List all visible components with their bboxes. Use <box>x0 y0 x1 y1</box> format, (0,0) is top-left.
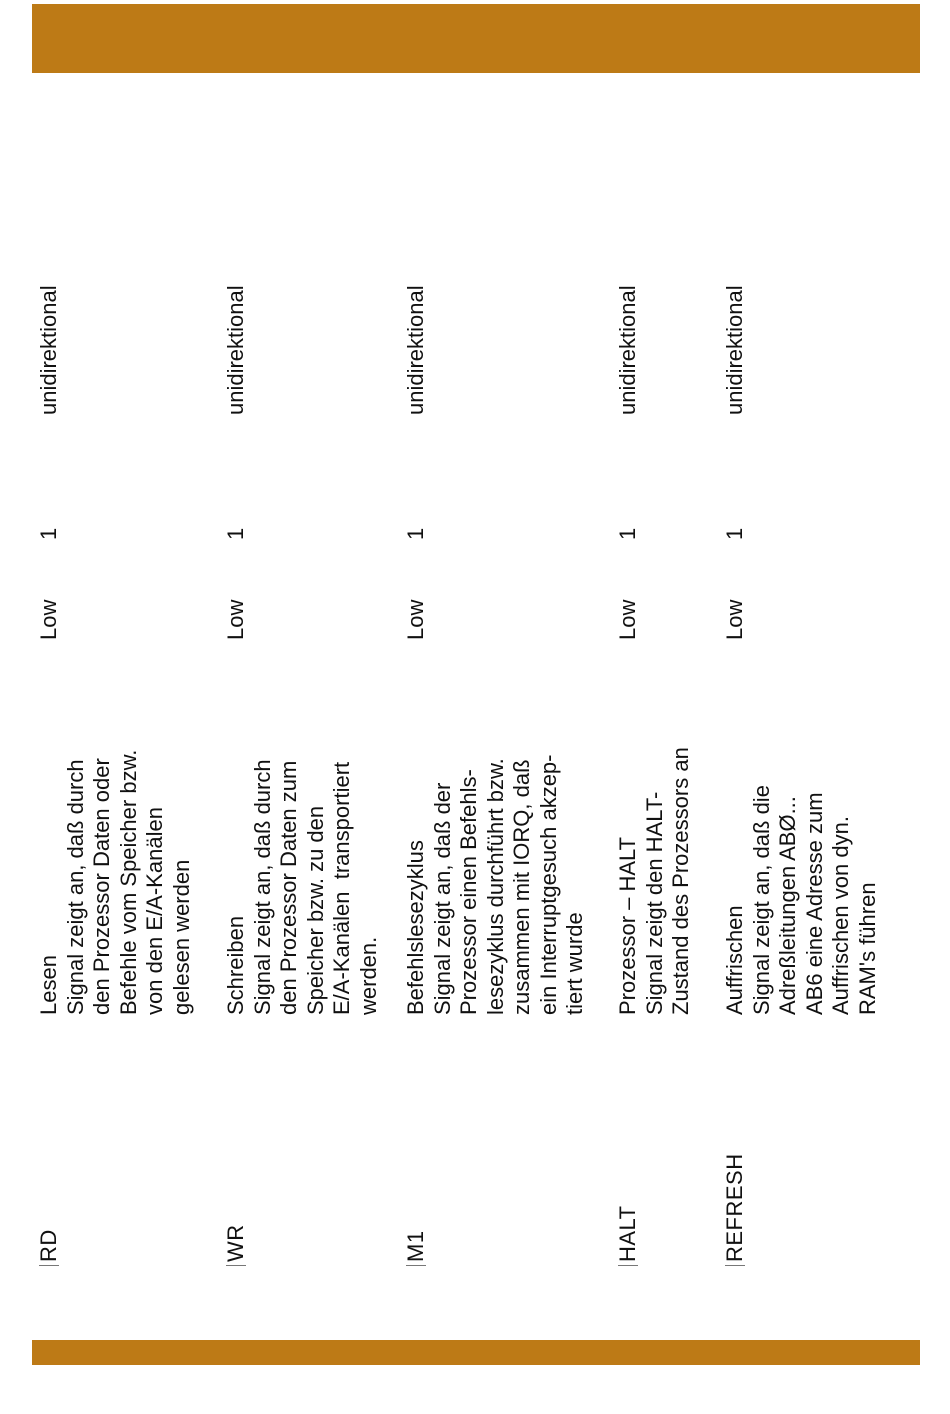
desc-line: Prozessor – HALT <box>615 836 640 1015</box>
desc-line: Adreßleitungen ABØ... <box>775 796 800 1015</box>
signal-description <box>223 759 382 1015</box>
desc-line: AB6 eine Adresse zum <box>801 792 827 1015</box>
desc-line: Signal zeigt den HALT- <box>641 791 667 1015</box>
desc-line: von den E/A-Kanälen <box>142 807 167 1015</box>
desc-line: Lesen <box>36 955 61 1015</box>
desc-line: Auffrischen <box>722 905 747 1015</box>
signal-description <box>36 750 195 1015</box>
line-count: 1 <box>722 527 747 540</box>
desc-line: ein Interruptgesuch akzep- <box>535 754 561 1015</box>
overline-bar <box>725 1265 745 1266</box>
overline-bar <box>226 1265 246 1266</box>
line-count: 1 <box>36 527 61 540</box>
direction: unidirektional <box>403 285 428 415</box>
desc-line: zusammen mit IORQ, daß <box>509 759 534 1015</box>
signal-description <box>403 755 589 1016</box>
direction: unidirektional <box>722 285 747 415</box>
signal-name: M1 <box>403 1230 430 1266</box>
direction: unidirektional <box>223 285 248 415</box>
desc-line: RAM's führen <box>854 882 880 1015</box>
active-level: Low <box>722 599 747 640</box>
active-level: Low <box>36 599 61 640</box>
line-count: 1 <box>403 527 428 540</box>
bottom-color-band <box>32 1340 920 1365</box>
desc-line: den Prozessor Daten zum <box>276 760 301 1015</box>
desc-line: Schreiben <box>223 915 248 1015</box>
desc-line: den Prozessor Daten oder <box>89 758 114 1015</box>
line-count: 1 <box>615 527 640 540</box>
desc-line: Signal zeigt an, daß durch <box>249 759 275 1015</box>
signal-name: RD <box>36 1229 63 1266</box>
signal-name: WR <box>223 1224 250 1266</box>
signal-name: HALT <box>615 1205 642 1266</box>
line-count: 1 <box>223 527 248 540</box>
top-color-band <box>32 4 920 73</box>
overline-bar <box>406 1265 426 1266</box>
desc-line: gelesen werden <box>168 859 194 1015</box>
direction: unidirektional <box>615 285 640 415</box>
desc-line: Befehle vom Speicher bzw. <box>115 749 141 1015</box>
signal-table <box>30 270 880 1340</box>
signal-description <box>615 747 695 1015</box>
desc-line: E/A-Kanälen transportiert <box>329 761 354 1015</box>
signal-name: REFRESH <box>722 1153 749 1266</box>
desc-line: Zustand des Prozessors an <box>668 747 693 1015</box>
active-level: Low <box>403 599 428 640</box>
active-level: Low <box>223 599 248 640</box>
desc-line: Prozessor einen Befehls- <box>456 769 481 1015</box>
desc-line: werden. <box>355 936 381 1015</box>
signal-description <box>722 785 881 1015</box>
overline-bar <box>618 1265 638 1266</box>
direction: unidirektional <box>36 285 61 415</box>
desc-line: lesezyklus durchführt bzw. <box>482 758 508 1015</box>
desc-line: tiert wurde <box>562 912 587 1015</box>
desc-line: Befehlslesezyklus <box>403 840 428 1015</box>
overline-bar <box>39 1265 59 1266</box>
desc-line: Signal zeigt an, daß durch <box>62 759 88 1015</box>
desc-line: Speicher bzw. zu den <box>302 805 328 1015</box>
desc-line: Auffrischen von dyn. <box>828 816 853 1015</box>
desc-line: Signal zeigt an, daß die <box>748 785 774 1015</box>
active-level: Low <box>615 599 640 640</box>
desc-line: Signal zeigt an, daß der <box>429 782 455 1015</box>
